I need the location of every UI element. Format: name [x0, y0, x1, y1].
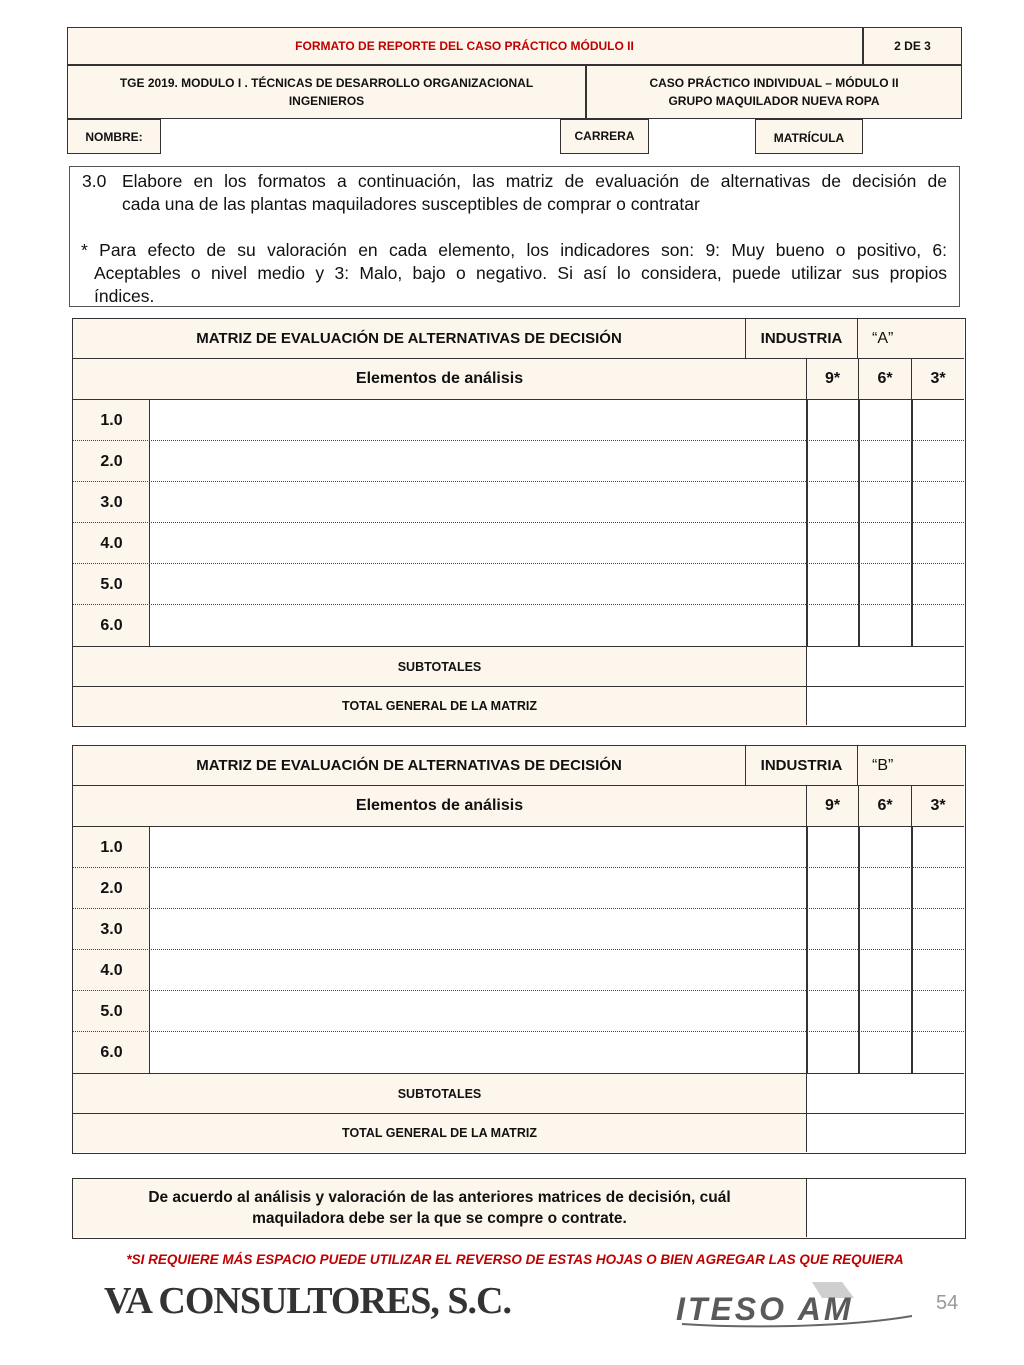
- score-col-3: 3*: [912, 359, 964, 400]
- total-cell[interactable]: [807, 686, 964, 725]
- row-number: 1.0: [100, 838, 123, 856]
- table-row: [73, 482, 964, 523]
- industria-label: INDUSTRIA: [746, 746, 858, 786]
- row-number: 4.0: [100, 534, 123, 552]
- iteso-logo-graphic: [672, 1278, 922, 1330]
- matricula-field[interactable]: [862, 119, 962, 154]
- table-row: [73, 909, 964, 950]
- row-number: 6.0: [100, 1043, 123, 1061]
- score-col-3: 3*: [912, 786, 964, 827]
- industria-value: “A”: [858, 319, 964, 359]
- row-number: 1.0: [100, 411, 123, 429]
- table-row: [73, 564, 964, 605]
- decision-box: [72, 1178, 966, 1239]
- score-col-6: 6*: [859, 786, 912, 827]
- table-row: [73, 605, 964, 646]
- decision-line: maquiladora debe ser la que se compre o contrate.: [252, 1210, 627, 1227]
- decision-matrix-a: [72, 318, 966, 727]
- table-row: [73, 827, 964, 868]
- case-line: CASO PRÁCTICO INDIVIDUAL – MÓDULO II: [649, 76, 899, 90]
- decision-matrix-b: [72, 745, 966, 1154]
- course-line: INGENIEROS: [288, 94, 365, 108]
- nombre-field[interactable]: [160, 119, 561, 154]
- total-label: TOTAL GENERAL DE LA MATRIZ: [73, 686, 807, 725]
- decision-question: [73, 1179, 807, 1237]
- course-line: TGE 2019. MODULO I . TÉCNICAS DE DESARROLLO ORGANIZACIONAL: [119, 76, 534, 90]
- matrix-rows: [73, 400, 964, 646]
- instruction-text: [122, 170, 947, 216]
- score-col-9: 9*: [807, 786, 859, 827]
- table-row: [73, 441, 964, 482]
- report-title: FORMATO DE REPORTE DEL CASO PRÁCTICO MÓDULO II: [295, 39, 634, 53]
- table-row: [73, 950, 964, 991]
- elements-header: Elementos de análisis: [73, 359, 807, 400]
- matricula-label: MATRÍCULA: [773, 131, 845, 145]
- case-info: [586, 74, 962, 110]
- nombre-label: NOMBRE:: [85, 130, 143, 144]
- row-number: 5.0: [100, 1002, 123, 1020]
- matrix-rows: [73, 827, 964, 1073]
- table-row: [73, 523, 964, 564]
- rating-scale-note: [81, 239, 947, 308]
- subtotal-label: SUBTOTALES: [73, 1073, 807, 1114]
- industria-value: “B”: [858, 746, 964, 786]
- row-number: 4.0: [100, 961, 123, 979]
- table-row: [73, 1032, 964, 1073]
- page-indicator: 2 DE 3: [894, 39, 931, 53]
- logo-text: VA CONSULTORES, S.C.: [104, 1280, 511, 1322]
- instruction-line: índices.: [94, 286, 155, 306]
- header-divider: [67, 64, 962, 66]
- elements-header: Elementos de análisis: [73, 786, 807, 827]
- instruction-number: 3.0: [82, 171, 107, 191]
- row-number: 3.0: [100, 493, 123, 511]
- carrera-label: CARRERA: [574, 129, 635, 143]
- score-col-9: 9*: [807, 359, 859, 400]
- course-info: [68, 74, 585, 110]
- decision-answer-field[interactable]: [807, 1179, 964, 1237]
- total-label: TOTAL GENERAL DE LA MATRIZ: [73, 1113, 807, 1152]
- carrera-field[interactable]: [648, 119, 756, 154]
- iteso-logo-text: ITESO AM: [676, 1291, 854, 1327]
- row-number: 2.0: [100, 879, 123, 897]
- table-row: [73, 400, 964, 441]
- total-cell[interactable]: [807, 1113, 964, 1152]
- score-col-6: 6*: [859, 359, 912, 400]
- instruction-line: Elabore en los formatos a continuación, las matriz de evaluación de alternativas de decisión de: [122, 171, 947, 191]
- row-number: 6.0: [100, 616, 123, 634]
- table-row: [73, 991, 964, 1032]
- va-consultores-logo: [104, 1279, 511, 1323]
- table-row: [73, 868, 964, 909]
- industria-label: INDUSTRIA: [746, 319, 858, 359]
- instruction-line: * Para efecto de su valoración en cada elemento, los indicadores son: 9: Muy bueno o positivo, 6:: [81, 240, 947, 260]
- instruction-line: cada una de las plantas maquiladores susceptibles de comprar o contratar: [122, 194, 700, 214]
- matrix-title: MATRIZ DE EVALUACIÓN DE ALTERNATIVAS DE DECISIÓN: [73, 746, 746, 786]
- matrix-title: MATRIZ DE EVALUACIÓN DE ALTERNATIVAS DE DECISIÓN: [73, 319, 746, 359]
- space-note: *SI REQUIERE MÁS ESPACIO PUEDE UTILIZAR EL REVERSO DE ESTAS HOJAS O BIEN AGREGAR LAS QUE REQUIERA: [126, 1251, 904, 1267]
- subtotal-cells: [807, 1073, 964, 1114]
- row-number: 3.0: [100, 920, 123, 938]
- decision-line: De acuerdo al análisis y valoración de las anteriores matrices de decisión, cuál: [148, 1189, 731, 1206]
- case-line: GRUPO MAQUILADOR NUEVA ROPA: [668, 94, 880, 108]
- instruction-line: Aceptables o nivel medio y 3: Malo, bajo o negativo. Si así lo considera, puede utilizar sus propios: [94, 263, 947, 283]
- iteso-logo: [672, 1278, 922, 1330]
- subtotal-label: SUBTOTALES: [73, 646, 807, 687]
- row-number: 5.0: [100, 575, 123, 593]
- row-number: 2.0: [100, 452, 123, 470]
- page-number: 54: [936, 1292, 959, 1314]
- subtotal-cells: [807, 646, 964, 687]
